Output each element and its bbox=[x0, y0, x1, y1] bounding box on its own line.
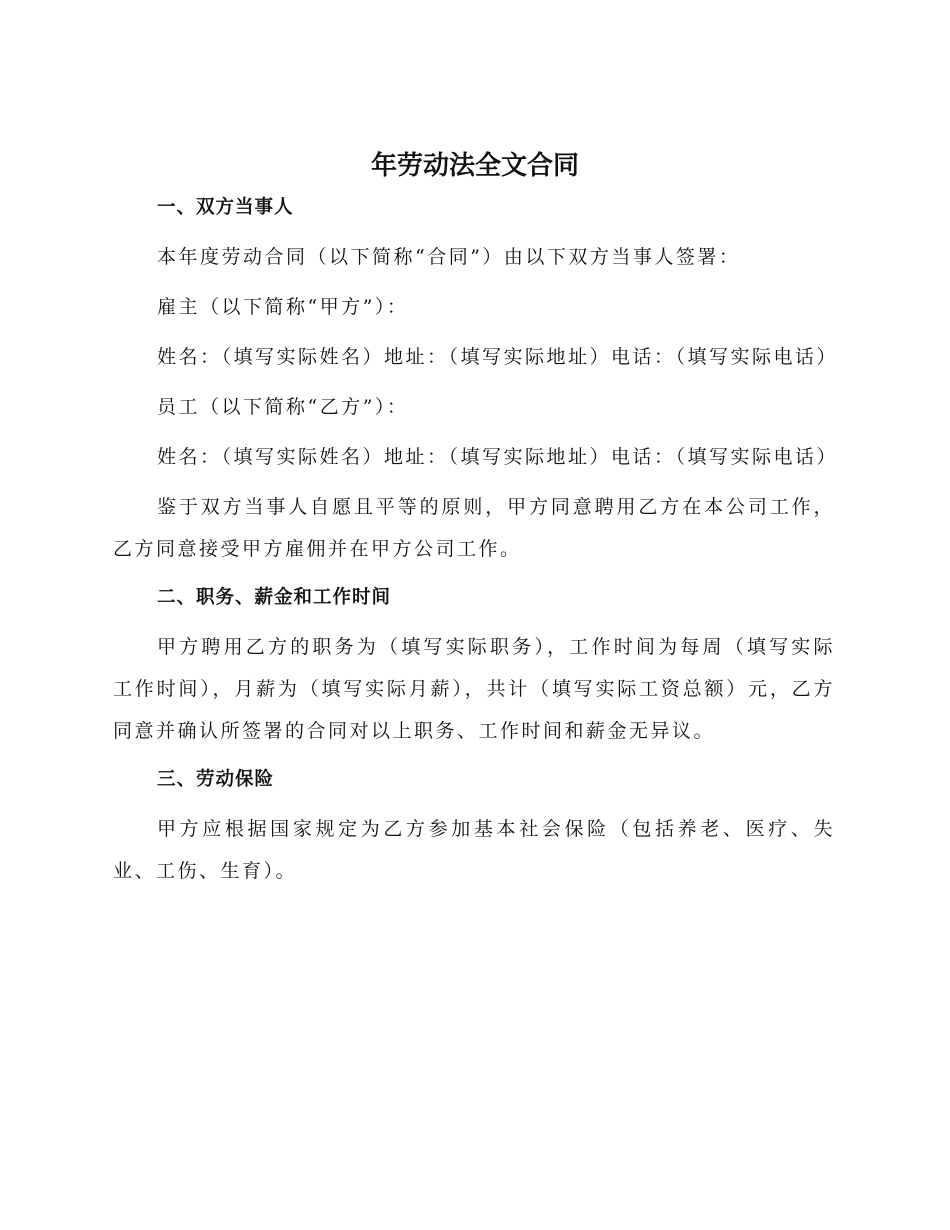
paragraph: 姓名：（填写实际姓名）地址：（填写实际地址）电话：（填写实际电话） bbox=[157, 446, 839, 468]
section-heading: 三、劳动保险 bbox=[157, 769, 275, 790]
document-body bbox=[113, 188, 839, 900]
paragraph: 鉴于双方当事人自愿且平等的原则，甲方同意聘用乙方在本公司工作，乙方同意接受甲方雇佣并在甲方公司工作。 bbox=[113, 496, 835, 560]
section-labor-insurance bbox=[113, 760, 835, 892]
paragraph: 甲方应根据国家规定为乙方参加基本社会保险（包括养老、医疗、失业、工伤、生育）。 bbox=[113, 818, 835, 882]
paragraph: 姓名：（填写实际姓名）地址：（填写实际地址）电话：（填写实际电话） bbox=[157, 346, 839, 368]
paragraph: 甲方聘用乙方的职务为（填写实际职务），工作时间为每周（填写实际工作时间），月薪为（填写实际月薪），共计（填写实际工资总额）元，乙方同意并确认所签署的合同对以上职务、工作时间和薪金无异议。 bbox=[113, 636, 835, 742]
section-position-salary-hours bbox=[113, 578, 835, 752]
paragraph: 员工（以下简称“乙方”）： bbox=[157, 396, 409, 418]
document-title: 年劳动法全文合同 bbox=[370, 151, 579, 181]
section-heading: 二、职务、薪金和工作时间 bbox=[157, 587, 392, 608]
paragraph: 本年度劳动合同（以下简称“合同”）由以下双方当事人签署： bbox=[157, 246, 741, 268]
section-heading: 一、双方当事人 bbox=[157, 197, 294, 218]
section-parties bbox=[113, 188, 839, 570]
paragraph: 雇主（以下简称“甲方”）： bbox=[157, 296, 409, 318]
